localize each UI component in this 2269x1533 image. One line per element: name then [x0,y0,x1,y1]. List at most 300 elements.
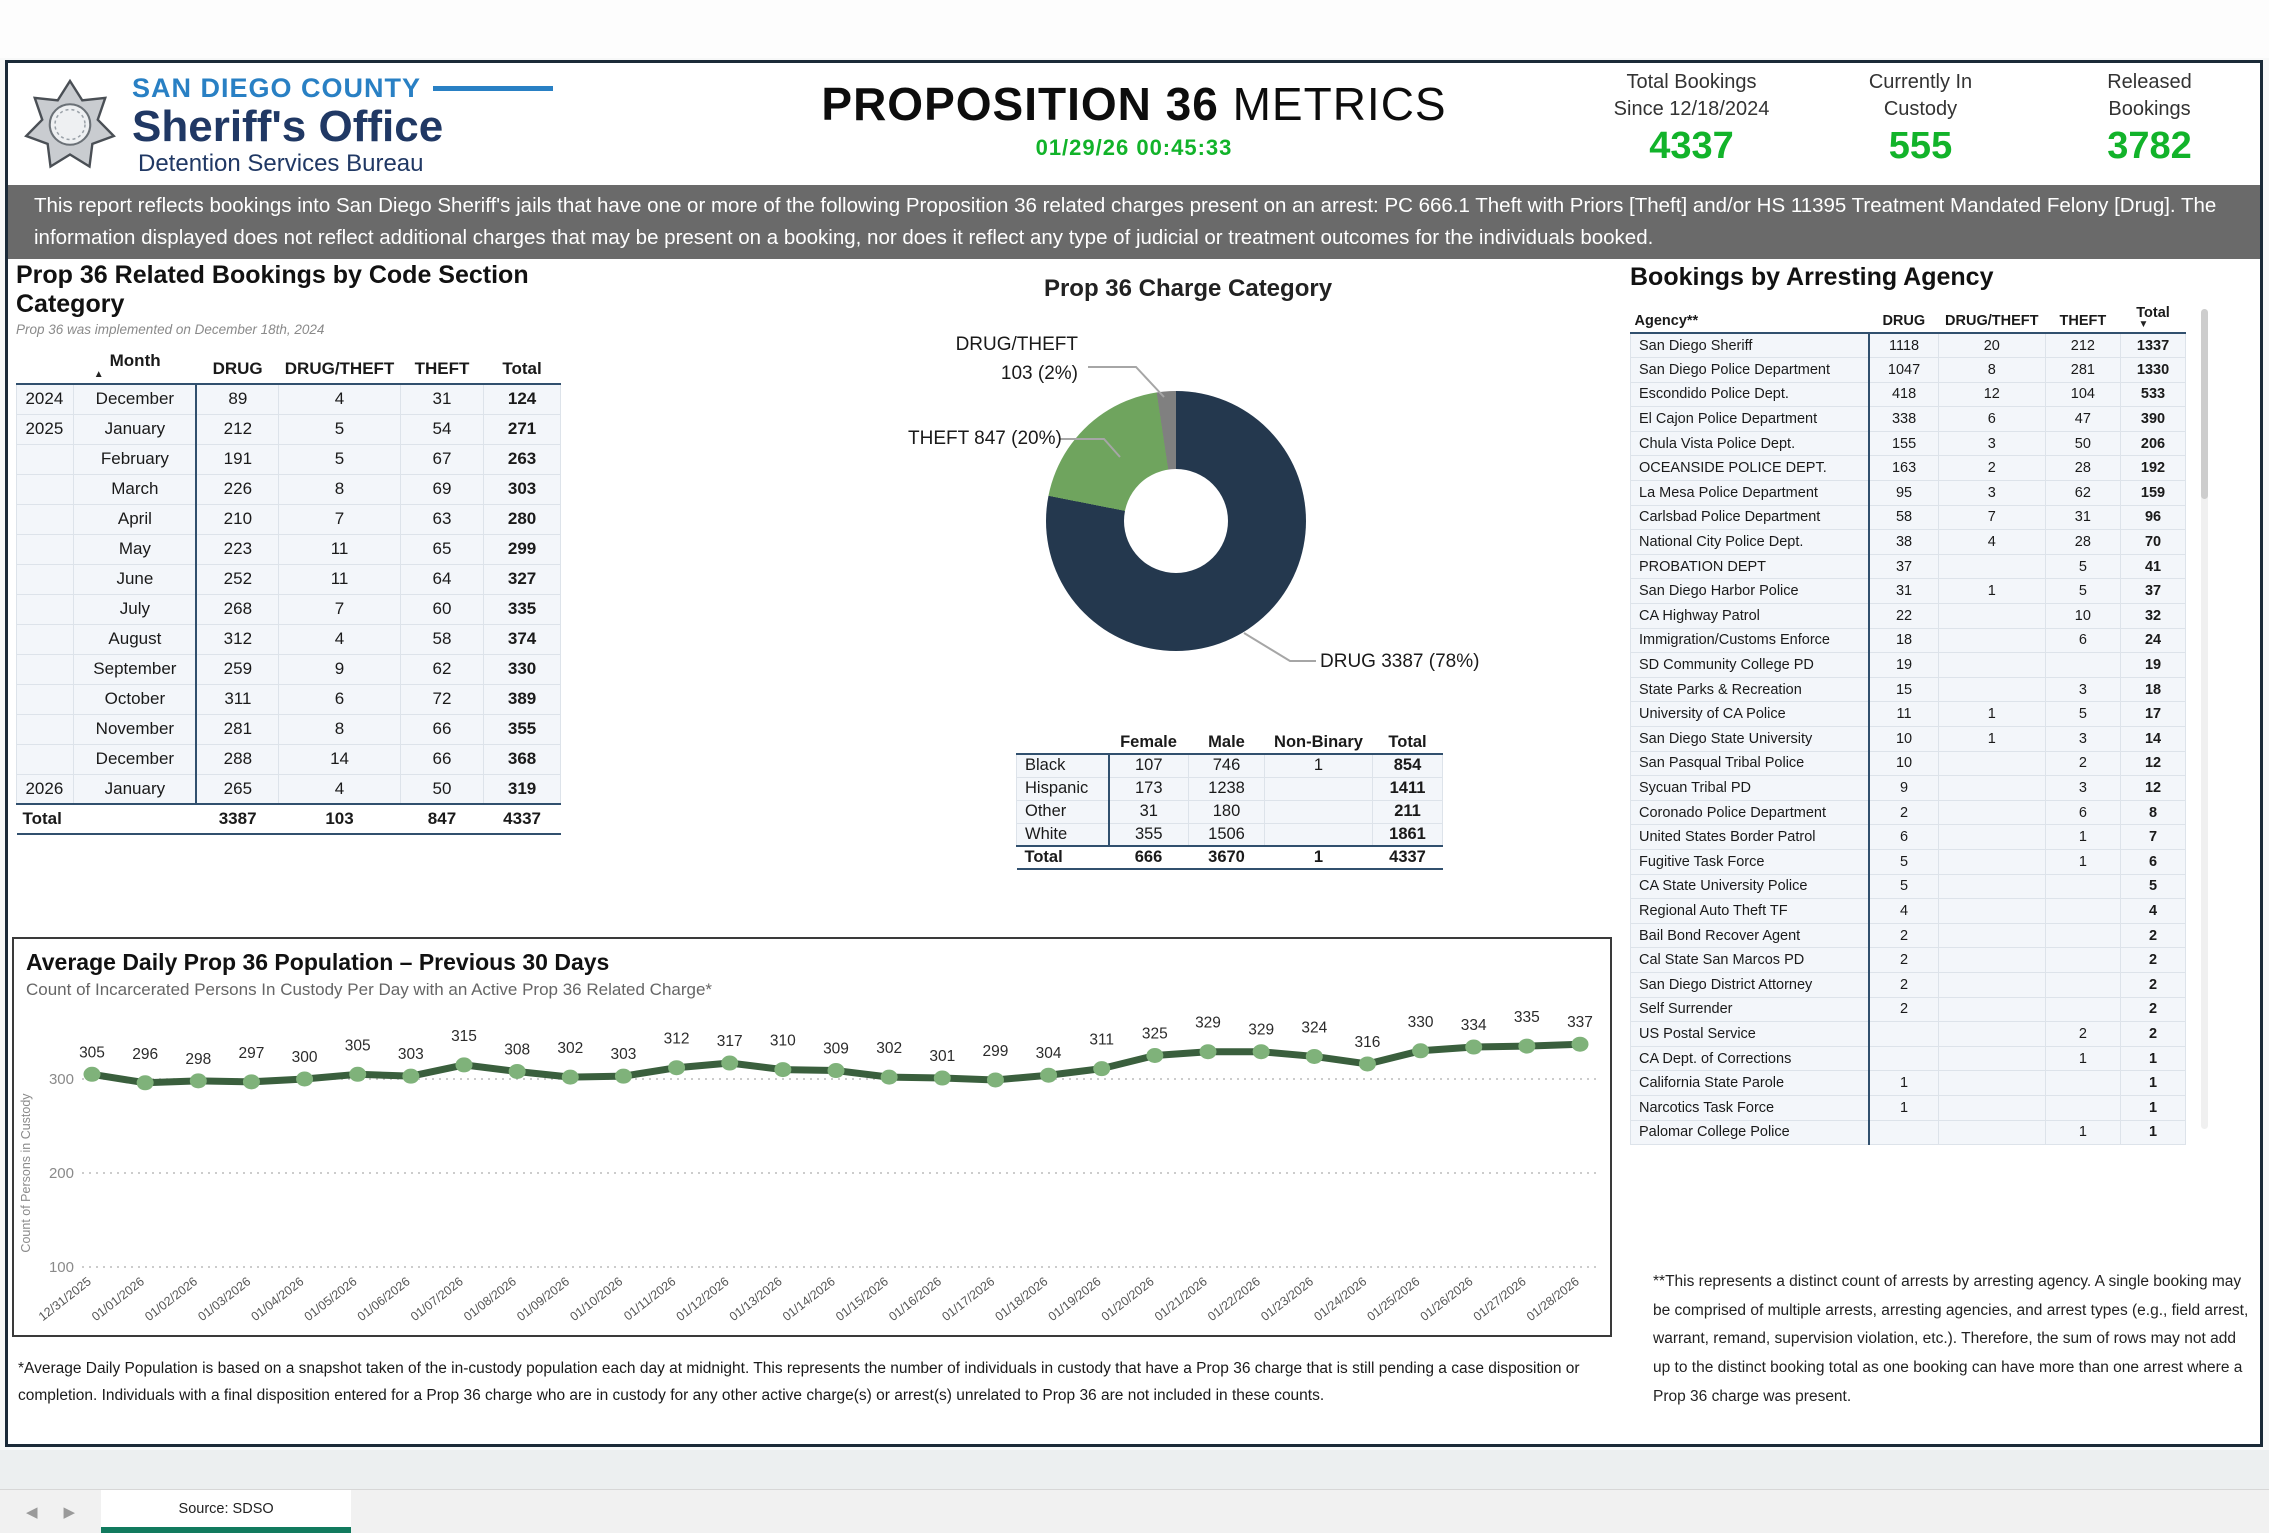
table-row[interactable] [1631,358,2186,383]
data-point-marker[interactable] [1040,1068,1057,1083]
agency-cell [1938,554,2045,579]
agency-cell: 212 [2045,333,2120,358]
agency-cell [1938,825,2045,850]
agency-cell [2045,972,2120,997]
col-male[interactable]: Male [1189,731,1265,754]
monthly-cell: 252 [196,564,278,594]
agency-cell: 38 [1869,530,1938,555]
table-row[interactable] [1631,727,2186,752]
data-point-marker[interactable] [1306,1049,1323,1064]
table-row[interactable] [17,504,561,534]
agency-cell: 192 [2121,456,2186,481]
agency-cell: 7 [2121,825,2186,850]
table-row[interactable] [1631,972,2186,997]
demographics-cell: 31 [1109,800,1189,823]
agency-cell: San Pasqual Tribal Police [1631,751,1870,776]
agency-cell: 5 [1869,849,1938,874]
demographics-cell: 107 [1109,754,1189,777]
x-tick-label: 01/08/2026 [461,1274,519,1324]
agency-cell: 104 [2045,382,2120,407]
data-point-marker[interactable] [243,1074,260,1089]
page-top-strip [0,0,2269,58]
table-row[interactable] [17,474,561,504]
data-point-marker[interactable] [774,1062,791,1077]
donut-title: Prop 36 Charge Category [1043,275,1333,302]
agency-cell: Coronado Police Department [1631,800,1870,825]
data-point-label: 298 [185,1050,212,1068]
x-tick-label: 01/11/2026 [621,1274,679,1324]
monthly-cell [17,564,74,594]
agency-cell: 18 [2121,677,2186,702]
monthly-cell: 124 [484,384,561,414]
agency-cell [1938,1095,2045,1120]
agency-cell: Chula Vista Police Dept. [1631,431,1870,456]
table-row[interactable] [1631,481,2186,506]
total-cell: 4337 [1373,846,1443,869]
x-tick-label: 01/27/2026 [1470,1274,1529,1324]
col-theft[interactable]: THEFT [400,347,483,384]
demographics-cell [1265,777,1373,800]
agency-cell [1869,1046,1938,1071]
agency-cell: Self Surrender [1631,997,1870,1022]
data-point-label: 315 [451,1027,477,1045]
table-row[interactable] [1631,1022,2186,1047]
data-point-marker[interactable] [1200,1044,1217,1059]
average-daily-population-line-chart[interactable] [14,1003,1610,1333]
data-point-marker[interactable] [721,1056,738,1071]
data-point-marker[interactable] [828,1063,845,1078]
x-tick-label: 01/07/2026 [407,1274,466,1324]
data-point-marker[interactable] [509,1064,526,1079]
col-agency-total[interactable]: Total ▼ [2121,302,2186,333]
agency-table [1630,302,2186,1145]
col-drugtheft[interactable]: DRUG/THEFT [279,347,401,384]
agency-cell: 11 [1869,702,1938,727]
x-tick-label: 01/28/2026 [1523,1274,1582,1324]
data-point-marker[interactable] [1359,1056,1376,1071]
data-point-label: 297 [238,1044,265,1062]
agency-cell: 4 [1938,530,2045,555]
table-row[interactable] [1631,874,2186,899]
agency-cell: 31 [2045,505,2120,530]
y-axis-label: Count of Persons in Custody [19,1093,33,1253]
data-point-label: 303 [610,1046,637,1064]
monthly-cell: 64 [400,564,483,594]
demographics-cell: 1238 [1189,777,1265,800]
monthly-cell [17,594,74,624]
data-point-label: 309 [823,1040,849,1058]
demographics-cell [1265,823,1373,846]
data-point-marker[interactable] [1412,1043,1429,1058]
table-row[interactable] [1631,776,2186,801]
demographics-table [1016,731,1443,870]
table-row[interactable] [1631,579,2186,604]
table-row[interactable] [1631,1046,2186,1071]
monthly-cell: 63 [400,504,483,534]
table-row[interactable] [1631,1120,2186,1145]
monthly-cell: 5 [279,444,401,474]
demographics-cell: Black [1017,754,1109,777]
monthly-cell: 9 [279,654,401,684]
data-point-marker[interactable] [137,1075,154,1090]
agency-cell [1938,800,2045,825]
table-row[interactable] [17,594,561,624]
total-cell: 1 [1265,846,1373,869]
table-row[interactable] [1631,948,2186,973]
table-row[interactable] [1017,754,1443,777]
monthly-cell: 335 [484,594,561,624]
agency-cell: 1 [2045,1046,2120,1071]
agency-cell: Cal State San Marcos PD [1631,948,1870,973]
agency-cell: 1330 [2121,358,2186,383]
demographics-cell: Other [1017,800,1109,823]
monthly-cell: 31 [400,384,483,414]
data-point-marker[interactable] [190,1073,207,1088]
table-row[interactable] [17,714,561,744]
data-point-marker[interactable] [456,1057,473,1072]
col-agency[interactable]: Agency** [1631,302,1870,333]
table-row[interactable] [1631,751,2186,776]
monthly-cell: 312 [196,624,278,654]
data-point-marker[interactable] [349,1067,366,1082]
agency-cell [1938,997,2045,1022]
donut-label-drug: DRUG 3387 (78%) [1320,651,1480,672]
table-row[interactable] [17,384,561,414]
data-point-marker[interactable] [1253,1044,1270,1059]
monthly-cell: 69 [400,474,483,504]
sort-descending-icon[interactable]: ▼ [2138,319,2149,330]
monthly-cell: 66 [400,744,483,774]
col-race [1017,731,1109,754]
data-point-label: 337 [1567,1014,1593,1032]
agency-cell: 8 [1938,358,2045,383]
data-point-marker[interactable] [296,1072,313,1087]
data-point-marker[interactable] [1146,1048,1163,1063]
data-point-marker[interactable] [1093,1061,1110,1076]
sheriff-logo [22,73,553,178]
agency-cell: 390 [2121,407,2186,432]
col-female[interactable]: Female [1109,731,1189,754]
table-row[interactable] [1631,653,2186,678]
line-chart-subtitle: Count of Incarcerated Persons In Custody Per Day with an Active Prop 36 Related Charge* [26,980,713,999]
page-title: PROPOSITION 36 METRICS [821,78,1447,130]
data-point-label: 302 [876,1040,903,1058]
x-tick-label: 01/05/2026 [301,1274,360,1324]
table-row[interactable] [1631,997,2186,1022]
agency-cell [1938,677,2045,702]
agency-table-scrollbar[interactable] [2201,309,2208,1129]
agency-cell: 37 [2121,579,2186,604]
table-row[interactable] [17,654,561,684]
x-tick-label: 01/20/2026 [1098,1274,1157,1324]
table-row[interactable] [1631,677,2186,702]
monthly-cell: 4 [279,384,401,414]
monthly-cell: 4 [279,624,401,654]
agency-cell: 1118 [1869,333,1938,358]
data-point-marker[interactable] [881,1070,898,1085]
monthly-cell: 7 [279,594,401,624]
agency-cell: 18 [1869,628,1938,653]
agency-county-line: SAN DIEGO COUNTY [132,73,553,104]
monthly-cell: 2024 [17,384,74,414]
data-point-label: 300 [291,1049,318,1066]
monthly-cell: 223 [196,534,278,564]
data-point-label: 302 [557,1040,584,1058]
agency-cell: 47 [2045,407,2120,432]
agency-cell: 155 [1869,431,1938,456]
x-tick-label: 01/06/2026 [354,1274,413,1324]
demographics-section [1016,731,1443,870]
monthly-cell: 368 [484,744,561,774]
agency-cell: San Diego Police Department [1631,358,1870,383]
data-point-marker[interactable] [615,1069,632,1084]
col-month[interactable]: Month ▲ [74,347,197,384]
agency-cell: 41 [2121,554,2186,579]
agency-cell [2045,948,2120,973]
agency-table-body [1631,333,2186,1145]
table-row[interactable] [17,444,561,474]
agency-cell: 2 [1869,997,1938,1022]
agency-cell: Bail Bond Recover Agent [1631,923,1870,948]
monthly-table-body [17,384,561,834]
col-agency-drug[interactable]: DRUG [1869,302,1938,333]
table-row[interactable] [17,684,561,714]
agency-cell: 338 [1869,407,1938,432]
agency-cell: 5 [1869,874,1938,899]
monthly-cell: 8 [279,714,401,744]
x-tick-label: 12/31/2025 [35,1274,94,1324]
table-row[interactable] [1631,1071,2186,1096]
monthly-cell: 268 [196,594,278,624]
kpi-total-bookings-value: 4337 [1649,125,1734,167]
agency-cell [1938,1046,2045,1071]
data-point-marker[interactable] [84,1067,101,1082]
monthly-cell: October [74,684,197,714]
agency-cell [2045,1095,2120,1120]
agency-cell: National City Police Dept. [1631,530,1870,555]
donut-label-theft: THEFT 847 (20%) [908,428,1062,449]
data-point-marker[interactable] [1572,1037,1589,1052]
col-drug[interactable]: DRUG [196,347,278,384]
x-tick-label: 01/02/2026 [142,1274,201,1324]
agency-cell: 10 [1869,727,1938,752]
monthly-cell: January [74,414,197,444]
table-row[interactable] [17,624,561,654]
col-agency-theft[interactable]: THEFT [2045,302,2120,333]
demographics-cell [1265,800,1373,823]
agency-cell: Immigration/Customs Enforce [1631,628,1870,653]
tab-source-sdso[interactable]: Source: SDSO [101,1490,351,1533]
agency-cell [2045,997,2120,1022]
agency-cell: 2 [1869,972,1938,997]
agency-cell: 6 [1869,825,1938,850]
agency-cell: 28 [2045,530,2120,555]
table-row[interactable] [1631,1095,2186,1120]
data-point-marker[interactable] [562,1070,579,1085]
col-agency-drugtheft[interactable]: DRUG/THEFT [1938,302,2045,333]
col-nonbinary[interactable]: Non-Binary [1265,731,1373,754]
agency-cell: 3 [2045,727,2120,752]
table-row[interactable] [17,414,561,444]
agency-cell: State Parks & Recreation [1631,677,1870,702]
table-row[interactable] [1631,333,2186,358]
col-total[interactable]: Total [484,347,561,384]
table-row[interactable] [1017,800,1443,823]
x-tick-label: 01/19/2026 [1045,1274,1104,1324]
agency-cell [1938,628,2045,653]
data-point-label: 308 [504,1041,531,1059]
agency-cell: 1 [1869,1095,1938,1120]
table-row[interactable] [17,774,561,804]
agency-cell: SD Community College PD [1631,653,1870,678]
table-row[interactable] [1631,431,2186,456]
table-row[interactable] [1631,899,2186,924]
monthly-cell: 2026 [17,774,74,804]
agency-cell: 5 [2045,579,2120,604]
report-timestamp: 01/29/26 00:45:33 [1035,135,1233,160]
table-total-row [17,804,561,834]
agency-cell: 9 [1869,776,1938,801]
agency-cell: 3 [1938,431,2045,456]
table-row[interactable] [1631,800,2186,825]
agency-cell: San Diego Harbor Police [1631,579,1870,604]
agency-cell: 1 [1938,702,2045,727]
table-row[interactable] [1631,382,2186,407]
next-page-arrow-icon[interactable]: ▶ [63,1503,76,1521]
total-cell: Total [17,804,74,834]
x-tick-label: 01/25/2026 [1364,1274,1423,1324]
data-point-label: 324 [1301,1019,1328,1037]
agency-cell: 4 [2121,899,2186,924]
sheriff-star-badge-icon [22,78,118,174]
col-demo-total[interactable]: Total [1373,731,1443,754]
x-tick-label: 01/10/2026 [567,1274,626,1324]
monthly-cell [17,444,74,474]
agency-cell: 19 [2121,653,2186,678]
agency-cell: El Cajon Police Department [1631,407,1870,432]
agency-cell: Sycuan Tribal PD [1631,776,1870,801]
demographics-cell: 854 [1373,754,1443,777]
table-row[interactable] [1631,702,2186,727]
agency-cell: 14 [2121,727,2186,752]
table-row[interactable] [1631,825,2186,850]
monthly-cell: 8 [279,474,401,504]
agency-cell: United States Border Patrol [1631,825,1870,850]
demographics-cell: 211 [1373,800,1443,823]
agency-cell: 7 [1938,505,2045,530]
table-row[interactable] [1631,604,2186,629]
data-point-label: 299 [982,1042,1009,1060]
agency-cell: 1337 [2121,333,2186,358]
table-row[interactable] [1631,456,2186,481]
monthly-cell: 330 [484,654,561,684]
agency-cell [1938,1071,2045,1096]
monthly-cell: December [74,744,197,774]
x-tick-label: 01/21/2026 [1151,1274,1210,1324]
agency-cell [2045,653,2120,678]
agency-cell: 533 [2121,382,2186,407]
report-canvas [5,60,2263,1447]
charge-category-donut-chart[interactable] [1046,391,1306,651]
kpi-released-bookings: Released Bookings 3782 [2057,69,2242,168]
data-point-marker[interactable] [1518,1039,1535,1054]
table-row[interactable] [1631,530,2186,555]
monthly-cell: 271 [484,414,561,444]
table-row[interactable] [1631,849,2186,874]
monthly-cell: 280 [484,504,561,534]
monthly-cell [17,534,74,564]
table-row[interactable] [1017,777,1443,800]
agency-office-line: Sheriff's Office [132,102,444,151]
scrollbar-thumb[interactable] [2201,309,2208,499]
table-row[interactable] [1631,628,2186,653]
agency-cell: University of CA Police [1631,702,1870,727]
kpi-custody-value: 555 [1888,125,1953,167]
monthly-cell: 327 [484,564,561,594]
monthly-cell: February [74,444,197,474]
data-point-marker[interactable] [987,1072,1004,1087]
kpi-total-bookings: Total Bookings Since 12/18/2024 4337 [1599,69,1784,168]
table-row[interactable] [17,564,561,594]
agency-cell [1869,1022,1938,1047]
total-cell: 103 [279,804,401,834]
table-row[interactable] [17,744,561,774]
monthly-cell: 288 [196,744,278,774]
data-point-marker[interactable] [668,1060,685,1075]
table-row[interactable] [1631,923,2186,948]
agency-cell: 1 [2121,1071,2186,1096]
agency-cell: 95 [1869,481,1938,506]
total-cell: 666 [1109,846,1189,869]
table-row[interactable] [1631,407,2186,432]
table-row[interactable] [1631,505,2186,530]
agency-cell: OCEANSIDE POLICE DEPT. [1631,456,1870,481]
sort-ascending-icon[interactable]: ▲ [93,369,104,380]
table-row[interactable] [1631,554,2186,579]
demographics-cell: Hispanic [1017,777,1109,800]
table-row[interactable] [1017,823,1443,846]
monthly-cell: April [74,504,197,534]
data-point-marker[interactable] [1465,1040,1482,1055]
agency-cell: CA Dept. of Corrections [1631,1046,1870,1071]
agency-cell: 6 [1938,407,2045,432]
x-tick-label: 01/09/2026 [514,1274,573,1324]
monthly-cell: March [74,474,197,504]
x-tick-label: 01/12/2026 [673,1274,732,1324]
monthly-bookings-section [16,261,576,835]
data-point-marker[interactable] [934,1071,951,1086]
x-tick-label: 01/26/2026 [1417,1274,1476,1324]
table-total-row [1017,846,1443,869]
agency-footnote: **This represents a distinct count of arrests by arresting agency. A single booking may be comprised of multiple arrests, arresting agencies, and arrest types (e.g., field arrest, warrant, remand, supervision violation, etc.). Therefore, the sum of rows may not add up to the distinct booking total as one booking can have more than one arrest where a Prop 36 charge was present. [1653,1273,2249,1405]
demographics-table-body [1017,754,1443,869]
prev-page-arrow-icon[interactable]: ◀ [26,1503,38,1521]
data-point-marker[interactable] [402,1069,419,1084]
agency-cell: California State Parole [1631,1071,1870,1096]
monthly-cell: 54 [400,414,483,444]
monthly-cell: 89 [196,384,278,414]
agency-cell: 2 [1869,948,1938,973]
agency-cell: 28 [2045,456,2120,481]
monthly-cell: 5 [279,414,401,444]
monthly-cell: 7 [279,504,401,534]
total-cell: 3387 [196,804,278,834]
monthly-cell: 4 [279,774,401,804]
table-row[interactable] [17,534,561,564]
monthly-cell: 6 [279,684,401,714]
agency-cell: 2 [2121,1022,2186,1047]
adp-footnote: *Average Daily Population is based on a snapshot taken of the in-custody population each day at midnight. This represents the number of individuals in custody that have a Prop 36 charge that is still pending a case disposition or completion. Individuals with a final disposition entered for a Prop 36 charge who are in custody for any other active charge(s) or arrest(s) unrelated to Prop 36 are not included in these counts. [18,1360,1580,1405]
